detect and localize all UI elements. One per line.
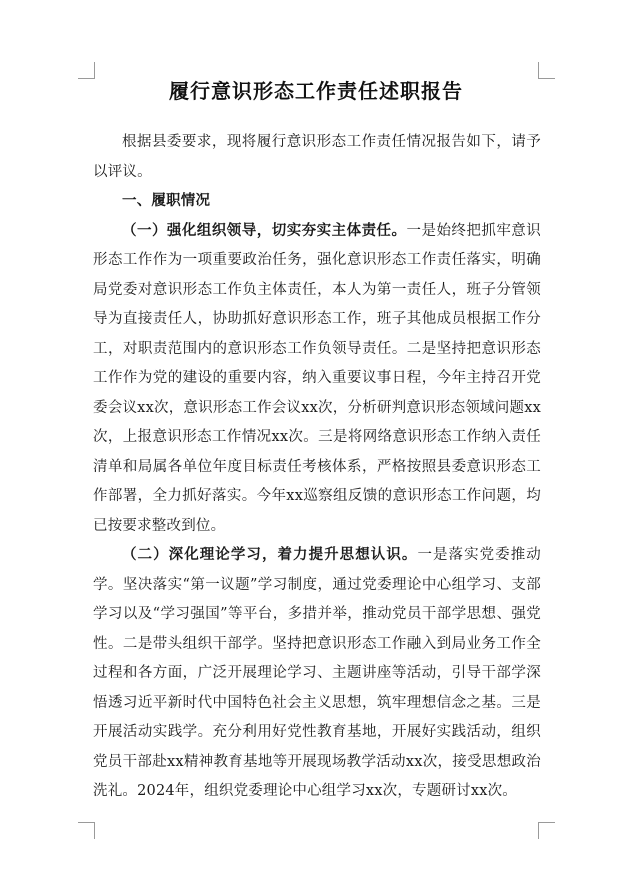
- item2-paragraph: [93, 541, 541, 807]
- intro-paragraph: 根据县委要求，现将履行意识形态工作责任情况报告如下，请予以评议。: [93, 134, 541, 180]
- item2-lead: （二）深化理论学习，着力提升思想认识。: [122, 547, 418, 563]
- document-title: 履行意识形态工作责任述职报告: [169, 79, 463, 103]
- item1-body: 一是始终把抓牢意识形态工作作为一项重要政治任务，强化意识形态工作责任落实，明确局党委对意识形态工作负主体责任，本人为第一责任人，班子分管领导为直接责任人，协助抓好意识形态工作，班子其他成员根据工作分工，对职责范围内的意识形态工作负领导责任。二是坚持把意识形态工作作为党的建设的重要内容，纳入重要议事日程，今年主持召开党委会议xx次，意识形态工作会议xx次，分析研判意识形态领域问题xx次，上报意识形态工作情况xx次。三是将网络意识形态工作纳入责任清单和局属各单位年度目标责任考核体系，严格按照县委意识形态工作部署，全力抓好落实。今年xx巡察组反馈的意识形态工作问题，均已按要求整改到位。: [93, 222, 541, 534]
- crop-mark-bottom-right: [538, 822, 555, 839]
- item1-paragraph: [93, 217, 541, 542]
- section-heading-performance: 一、履职情况: [122, 193, 211, 209]
- item1-lead: （一）强化组织领导，切实夯实主体责任。: [122, 222, 407, 239]
- document-body: [93, 128, 541, 807]
- item2-body: 一是落实党委推动学。坚决落实“第一议题”学习制度，通过党委理论中心组学习、支部学习以及“学习强国”等平台，多措并举，推动党员干部学思想、强党性。二是带头组织干部学。坚持把意识形态工作融入到局业务工作全过程和各方面，广泛开展理论学习、主题讲座等活动，引导干部学深悟透习近平新时代中国特色社会主义思想，筑牢理想信念之基。三是开展活动实践学。充分利用好党性教育基地，开展好实践活动，组织党员干部赴xx精神教育基地等开展现场教学活动xx次，接受思想政治洗礼。2024年，组织党委理论中心组学习xx次，专题研讨xx次。: [93, 547, 541, 799]
- crop-mark-bottom-left: [78, 822, 95, 839]
